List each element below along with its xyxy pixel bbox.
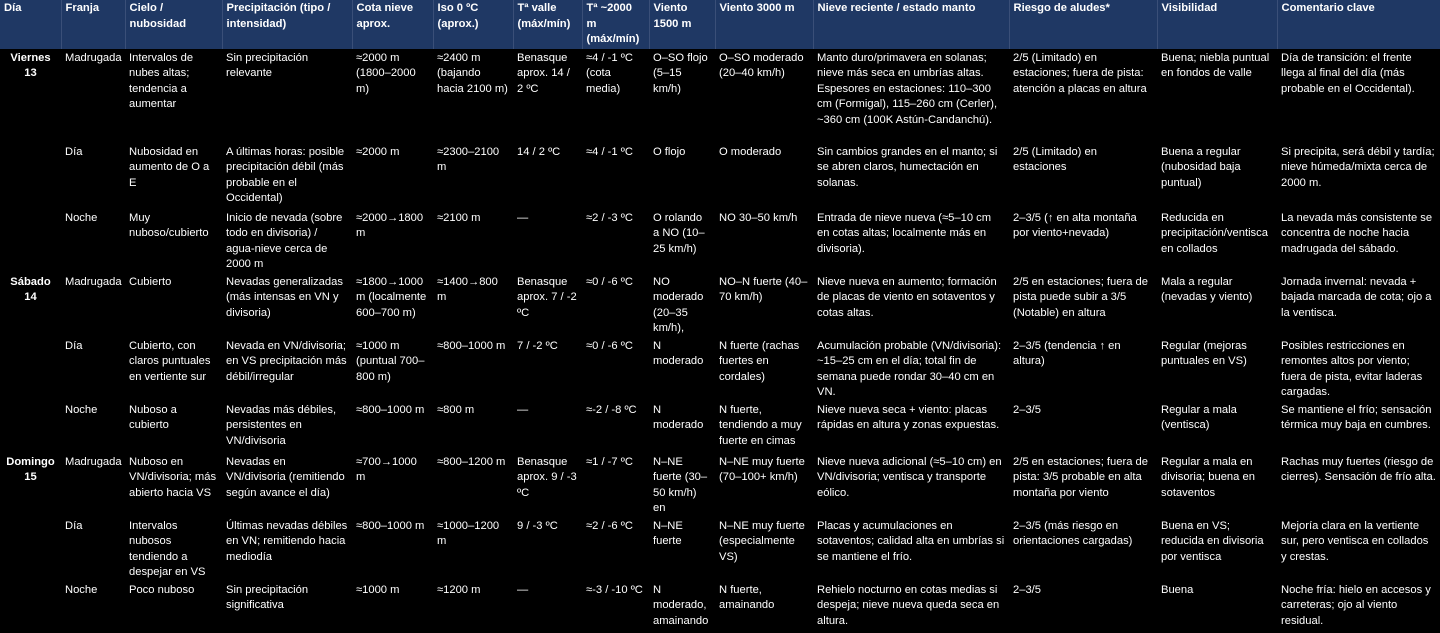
table-cell: ≈1 / -7 ºC — [586, 455, 633, 468]
table-cell: — — [517, 403, 529, 416]
table-cell: Regular (mejoras puntuales en VS) — [1161, 339, 1247, 367]
table-cell: ≈4 / -1 ºC (cota media) — [586, 51, 633, 95]
column-header: Iso 0 ºC (aprox.) — [433, 0, 513, 49]
table-cell: Noche fría: hielo en accesos y carreteras; ojo al viento residual. — [1281, 583, 1431, 627]
column-header: Viento 1500 m — [649, 0, 715, 49]
table-cell: Nuboso a cubierto — [129, 403, 177, 431]
table-cell: Mejoría clara en la vertiente sur, pero ventisca en collados y crestas. — [1281, 519, 1429, 563]
table-row — [0, 143, 1440, 209]
table-cell: 2–3/5 (tendencia ↑ en altura) — [1013, 339, 1121, 367]
table-cell: 14 / 2 ºC — [517, 145, 561, 158]
table-cell: ≈0 / -6 ºC — [586, 275, 633, 288]
table-cell: 7 / -2 ºC — [517, 339, 558, 352]
table-row — [0, 453, 1440, 517]
table-cell: ≈2400 m (bajando hacia 2100 m) — [437, 51, 508, 95]
table-cell: Manto duro/primavera en solanas; nieve más seca en umbrías altas. Espesores en estaciones: 110–300 cm (Formigal), 115–260 cm (Cerler), ~360 cm (100K Astún-Candanchú). — [817, 51, 998, 126]
table-cell: ≈2000 m — [356, 145, 400, 158]
table-cell: Nevadas generalizadas (más intensas en VN y divisoria) — [226, 275, 343, 319]
table-body — [0, 49, 1440, 633]
column-header: Tª ~2000 m (máx/mín) — [582, 0, 649, 49]
table-cell: Inicio de nevada (sobre todo en divisoria) / agua-nieve cerca de 2000 m — [226, 211, 343, 270]
table-cell: Madrugada — [65, 275, 122, 288]
table-cell: Poco nuboso — [129, 583, 195, 596]
day-label: Viernes 13 — [10, 51, 51, 79]
day-label — [0, 517, 61, 581]
table-cell: — — [517, 583, 529, 596]
table-cell: Rehielo nocturno en cotas medias si despeja; nieve nueva queda seca en altura. — [817, 583, 1000, 627]
day-label — [0, 401, 61, 453]
table-cell: Últimas nevadas débiles en VN; remitiendo hacia mediodía — [226, 519, 348, 563]
day-label: Domingo 15 — [6, 455, 55, 483]
table-row — [0, 273, 1440, 337]
table-cell: Buena a regular (nubosidad baja puntual) — [1161, 145, 1241, 189]
table-cell: O–SO moderado (20–40 km/h) — [719, 51, 804, 79]
table-cell: O flojo — [653, 145, 686, 158]
column-header: Tª valle (máx/mín) — [513, 0, 582, 49]
table-cell: Benasque aprox. 14 / 2 ºC — [517, 51, 570, 95]
table-cell: Mala a regular (nevadas y viento) — [1161, 275, 1253, 303]
table-cell: Día — [65, 519, 83, 532]
table-cell: ≈1000 m (puntual 700–800 m) — [356, 339, 425, 383]
table-cell: Regular a mala en divisoria; buena en sotaventos — [1161, 455, 1255, 499]
table-cell: 2–3/5 (más riesgo en orientaciones cargadas) — [1013, 519, 1133, 547]
table-cell: Intervalos de nubes altas; tendencia a aumentar — [129, 51, 194, 110]
table-cell: N fuerte, amainando — [719, 583, 775, 611]
table-cell: Se mantiene el frío; sensación térmica muy baja en cumbres. — [1281, 403, 1432, 431]
table-cell: NO–N fuerte (40–70 km/h) — [719, 275, 808, 303]
table-cell: ≈2100 m — [437, 211, 481, 224]
column-header: Riesgo de aludes* — [1009, 0, 1157, 49]
table-cell: ≈2000 m (1800–2000 m) — [356, 51, 416, 95]
table-cell: N fuerte, tendiendo a muy fuerte en cimas — [719, 403, 802, 447]
column-header: Nieve reciente / estado manto — [813, 0, 1009, 49]
table-cell: Cubierto — [129, 275, 172, 288]
table-cell: Nevada en VN/divisoria; en VS precipitación más débil/irregular — [226, 339, 347, 383]
table-cell: Benasque aprox. 9 / -3 ºC — [517, 455, 577, 499]
table-cell: Día de transición: el frente llega al final del día (más probable en el Occidental). — [1281, 51, 1415, 95]
table-cell: ≈1400→800 m — [437, 275, 498, 303]
table-cell: N–NE fuerte (30–50 km/h) en — [653, 455, 708, 514]
day-label: Sábado 14 — [10, 275, 51, 303]
table-cell: Reducida en precipitación/ventisca en collados — [1161, 211, 1268, 255]
table-cell: ≈1200 m — [437, 583, 481, 596]
table-cell: N moderado — [653, 403, 704, 431]
table-cell: 9 / -3 ºC — [517, 519, 558, 532]
table-cell: N moderado — [653, 339, 704, 367]
table-cell: Buena en VS; reducida en divisoria por ventisca — [1161, 519, 1264, 563]
table-cell: Noche — [65, 403, 98, 416]
table-cell: Regular a mala (ventisca) — [1161, 403, 1237, 431]
table-cell: ≈800–1000 m — [437, 339, 506, 352]
table-cell: N fuerte (rachas fuertes en cordales) — [719, 339, 800, 383]
column-header: Cielo / nubosidad — [125, 0, 222, 49]
table-cell: N–NE muy fuerte (especialmente VS) — [719, 519, 805, 563]
table-cell: Si precipita, será débil y tardía; nieve húmeda/mixta cerca de 2000 m. — [1281, 145, 1435, 189]
day-label — [0, 143, 61, 209]
column-header: Día — [0, 0, 61, 49]
table-cell: O rolando a NO (10–25 km/h) — [653, 211, 705, 255]
table-cell: N–NE muy fuerte (70–100+ km/h) — [719, 455, 805, 483]
table-cell: ≈800 m — [437, 403, 475, 416]
table-cell: A últimas horas: posible precipitación débil (más probable en el Occidental) — [226, 145, 345, 204]
day-label — [0, 209, 61, 273]
table-cell: Nevadas en VN/divisoria (remitiendo según avance el día) — [226, 455, 345, 499]
table-cell: Benasque aprox. 7 / -2 ºC — [517, 275, 577, 319]
table-cell: Cubierto, con claros puntuales en vertiente sur — [129, 339, 211, 383]
column-header: Visibilidad — [1157, 0, 1277, 49]
table-cell: ≈2 / -3 ºC — [586, 211, 633, 224]
table-cell: Intervalos nubosos tendiendo a despejar en VS — [129, 519, 206, 578]
table-cell: ≈2000→1800 m — [356, 211, 424, 239]
table-cell: Posibles restricciones en remontes altos por viento; fuera de pista, evitar laderas cargadas. — [1281, 339, 1423, 398]
column-header: Comentario clave — [1277, 0, 1440, 49]
table-cell: ≈-3 / -10 ºC — [586, 583, 643, 596]
column-header: Franja — [61, 0, 125, 49]
table-cell: N–NE fuerte — [653, 519, 683, 547]
table-cell: Muy nuboso/cubierto — [129, 211, 209, 239]
table-cell: Madrugada — [65, 455, 122, 468]
table-row — [0, 209, 1440, 273]
table-cell: ≈4 / -1 ºC — [586, 145, 633, 158]
table-cell: ≈800–1000 m — [356, 403, 425, 416]
table-cell: NO moderado (20–35 km/h), — [653, 275, 704, 334]
table-cell: Nieve nueva adicional (≈5–10 cm) en VN/divisoria; ventisca y transporte eólico. — [817, 455, 1002, 499]
table-cell: Noche — [65, 583, 98, 596]
table-row — [0, 337, 1440, 401]
table-cell: 2/5 en estaciones; fuera de pista: 3/5 probable en alta montaña por viento — [1013, 455, 1148, 499]
table-cell: ≈2 / -6 ºC — [586, 519, 633, 532]
table-cell: O moderado — [719, 145, 782, 158]
table-cell: O–SO flojo (5–15 km/h) — [653, 51, 708, 95]
table-cell: N moderado, amainando — [653, 583, 709, 627]
table-cell: Entrada de nieve nueva (≈5–10 cm en cotas altas; localmente más en divisoria). — [817, 211, 992, 255]
table-cell: ≈1000 m — [356, 583, 400, 596]
table-cell: Madrugada — [65, 51, 122, 64]
table-cell: ≈-2 / -8 ºC — [586, 403, 637, 416]
table-cell: — — [517, 211, 529, 224]
table-cell: Nevadas más débiles, persistentes en VN/divisoria — [226, 403, 337, 447]
table-cell: ≈1800→1000 m (localmente 600–700 m) — [356, 275, 427, 319]
table-cell: ≈2300–2100 m — [437, 145, 500, 173]
table-row — [0, 517, 1440, 581]
table-cell: Rachas muy fuertes (riesgo de cierres). Sensación de frío alta. — [1281, 455, 1436, 483]
table-cell: 2/5 en estaciones; fuera de pista puede subir a 3/5 (Notable) en altura — [1013, 275, 1148, 319]
table-cell: Placas y acumulaciones en sotaventos; calidad alta en umbrías si se mantiene el frío. — [817, 519, 1005, 563]
table-cell: Buena — [1161, 583, 1194, 596]
table-cell: Sin precipitación significativa — [226, 583, 309, 611]
day-label — [0, 581, 61, 633]
table-cell: ≈800–1000 m — [356, 519, 425, 532]
table-cell: Nieve nueva seca + viento: placas rápidas en altura y zonas expuestas. — [817, 403, 1000, 431]
table-cell: 2/5 (Limitado) en estaciones; fuera de pista: atención a placas en altura — [1013, 51, 1147, 95]
table-cell: Noche — [65, 211, 98, 224]
table-cell: Nieve nueva en aumento; formación de placas de viento en sotaventos y cotas altas. — [817, 275, 997, 319]
table-cell: ≈0 / -6 ºC — [586, 339, 633, 352]
column-header: Viento 3000 m — [715, 0, 813, 49]
table-cell: Jornada invernal: nevada + bajada marcada de cota; ojo a la ventisca. — [1281, 275, 1432, 319]
table-cell: NO 30–50 km/h — [719, 211, 798, 224]
table-cell: 2–3/5 — [1013, 583, 1041, 596]
table-cell: Sin cambios grandes en el manto; si se abren claros, humectación en solanas. — [817, 145, 998, 189]
table-cell: 2–3/5 — [1013, 403, 1041, 416]
table-cell: La nevada más consistente se concentra de noche hacia madrugada del sábado. — [1281, 211, 1433, 255]
header-row — [0, 0, 1440, 49]
table-cell: 2–3/5 (↑ en alta montaña por viento+nevada) — [1013, 211, 1137, 239]
table-cell: ≈800–1200 m — [437, 455, 506, 468]
table-cell: Nuboso en VN/divisoria; más abierto hacia VS — [129, 455, 217, 499]
table-row — [0, 581, 1440, 633]
column-header: Precipitación (tipo / intensidad) — [222, 0, 352, 49]
table-cell: Sin precipitación relevante — [226, 51, 309, 79]
table-cell: 2/5 (Limitado) en estaciones — [1013, 145, 1097, 173]
table-cell: Nubosidad en aumento de O a E — [129, 145, 210, 189]
table-cell: Acumulación probable (VN/divisoria): ~15–25 cm en el día; total fin de semana puede rondar 30–40 cm en VN. — [817, 339, 1002, 398]
table-cell: ≈700→1000 m — [356, 455, 417, 483]
table-cell: Día — [65, 145, 83, 158]
table-row — [0, 49, 1440, 143]
day-label — [0, 337, 61, 401]
table-row — [0, 401, 1440, 453]
column-header: Cota nieve aprox. — [352, 0, 433, 49]
table-cell: ≈1000–1200 m — [437, 519, 500, 547]
table-cell: Buena; niebla puntual en fondos de valle — [1161, 51, 1270, 79]
table-cell: Día — [65, 339, 83, 352]
